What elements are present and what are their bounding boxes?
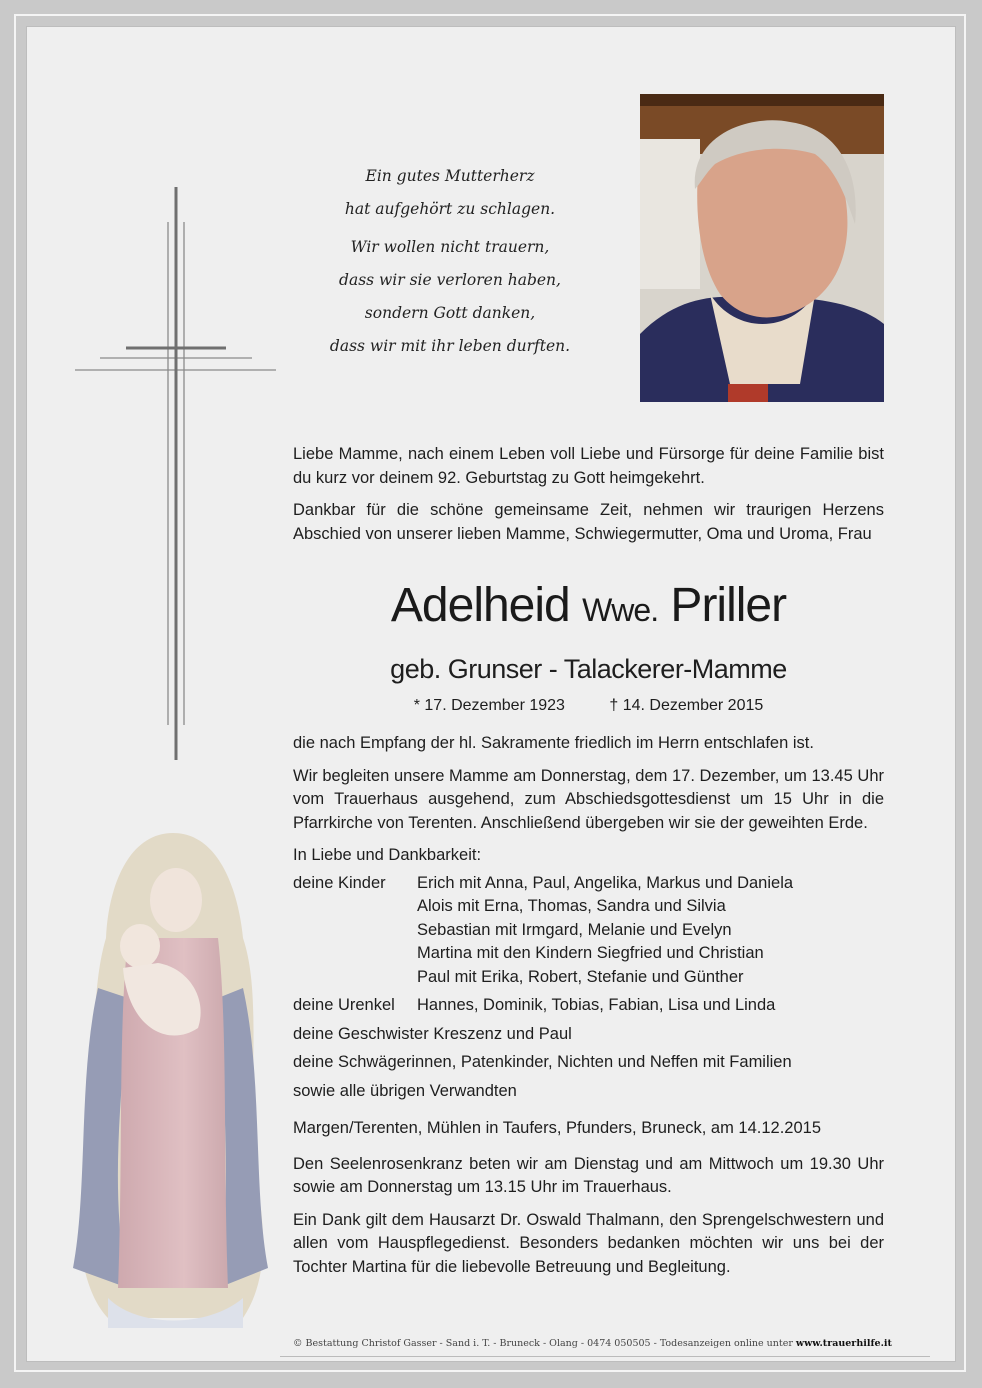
thanks-text: Ein Dank gilt dem Hausarzt Dr. Oswald Thalmann, den Sprengelschwestern und allen vom Hauspflegedienst. Besonders bedanken möchten wir uns bei der Tochter Martina für die liebevolle Betreuung und Begleitung. bbox=[293, 1210, 884, 1276]
poem-line: Wir wollen nicht trauern, bbox=[350, 238, 550, 256]
child-line: Sebastian mit Irmgard, Melanie und Evelyn bbox=[417, 920, 732, 939]
poem bbox=[300, 160, 600, 363]
intro-paragraph: Dankbar für die schöne gemeinsame Zeit, nehmen wir traurigen Herzens Abschied von unserer lieben Mamme, Schwiegermutter, Oma und Uroma, Frau bbox=[293, 501, 884, 543]
birth-date: * 17. Dezember 1923 bbox=[413, 697, 565, 714]
child-line: Paul mit Erika, Robert, Stefanie und Günther bbox=[417, 967, 744, 986]
mourners-heading: In Liebe und Dankbarkeit: bbox=[293, 846, 482, 864]
footer bbox=[293, 1338, 923, 1349]
poem-line: dass wir sie verloren haben, bbox=[339, 271, 561, 289]
footer-text: © Bestattung Christof Gasser - Sand i. T. - Bruneck - Olang - 0474 050505 - Todesanzeigen online unter bbox=[293, 1338, 796, 1349]
death-date: † 14. Dezember 2015 bbox=[609, 697, 764, 714]
great-grandchildren-label: deine Urenkel bbox=[293, 996, 395, 1014]
poem-line: Ein gutes Mutterherz bbox=[365, 167, 535, 185]
footer-link[interactable]: www.trauerhilfe.it bbox=[795, 1338, 892, 1349]
body-paragraph: die nach Empfang der hl. Sakramente friedlich im Herrn entschlafen ist. bbox=[293, 734, 814, 752]
intro-paragraph: Liebe Mamme, nach einem Leben voll Liebe und Fürsorge für deine Familie bist du kurz vor deinem 92. Geburtstag zu Gott heimgekehrt. bbox=[293, 445, 884, 487]
poem-line: dass wir mit ihr leben durften. bbox=[329, 337, 571, 355]
life-dates bbox=[293, 697, 884, 715]
child-line: Alois mit Erna, Thomas, Sandra und Silvia bbox=[417, 897, 726, 915]
portrait-photo bbox=[640, 94, 884, 402]
mourner-line: deine Geschwister Kreszenz und Paul bbox=[293, 1024, 572, 1043]
poem-line: sondern Gott danken, bbox=[364, 304, 536, 322]
madonna-statue-image bbox=[68, 828, 278, 1338]
first-name: Adelheid bbox=[390, 579, 570, 632]
body-paragraph: Wir begleiten unsere Mamme am Donnerstag, dem 17. Dezember, um 13.45 Uhr vom Trauerhaus ausgehend, zum Abschiedsgottesdienst um 15 Uhr in die Pfarrkirche von Terenten. Anschließend übergeben wir sie der geweihten Erde. bbox=[293, 766, 884, 832]
great-grandchildren-row bbox=[293, 994, 884, 1018]
child-line: Erich mit Anna, Paul, Angelika, Markus und Daniela bbox=[417, 873, 794, 892]
children-label: deine Kinder bbox=[293, 873, 386, 892]
body-text bbox=[293, 732, 884, 1288]
footer-divider bbox=[280, 1356, 930, 1357]
widow-abbrev: Wwe. bbox=[582, 592, 659, 628]
great-grandchildren: Hannes, Dominik, Tobias, Fabian, Lisa und Linda bbox=[417, 996, 776, 1014]
child-line: Martina mit den Kindern Siegfried und Christian bbox=[417, 944, 764, 962]
intro-text bbox=[293, 443, 884, 555]
maiden-name: geb. Grunser - Talackerer-Mamme bbox=[390, 654, 787, 684]
cross-icon bbox=[70, 180, 285, 770]
mourner-line: sowie alle übrigen Verwandten bbox=[293, 1081, 517, 1100]
children-row bbox=[293, 872, 884, 990]
poem-line: hat aufgehört zu schlagen. bbox=[344, 200, 556, 218]
place-date: Margen/Terenten, Mühlen in Taufers, Pfunders, Bruneck, am 14.12.2015 bbox=[293, 1119, 822, 1137]
mourner-line: deine Schwägerinnen, Patenkinder, Nichten und Neffen mit Familien bbox=[293, 1053, 792, 1071]
deceased-name bbox=[293, 578, 884, 633]
last-name: Priller bbox=[670, 579, 787, 632]
rosary-info: Den Seelenrosenkranz beten wir am Dienstag und am Mittwoch um 19.30 Uhr sowie am Donnerstag um 13.15 Uhr im Trauerhaus. bbox=[293, 1154, 884, 1196]
